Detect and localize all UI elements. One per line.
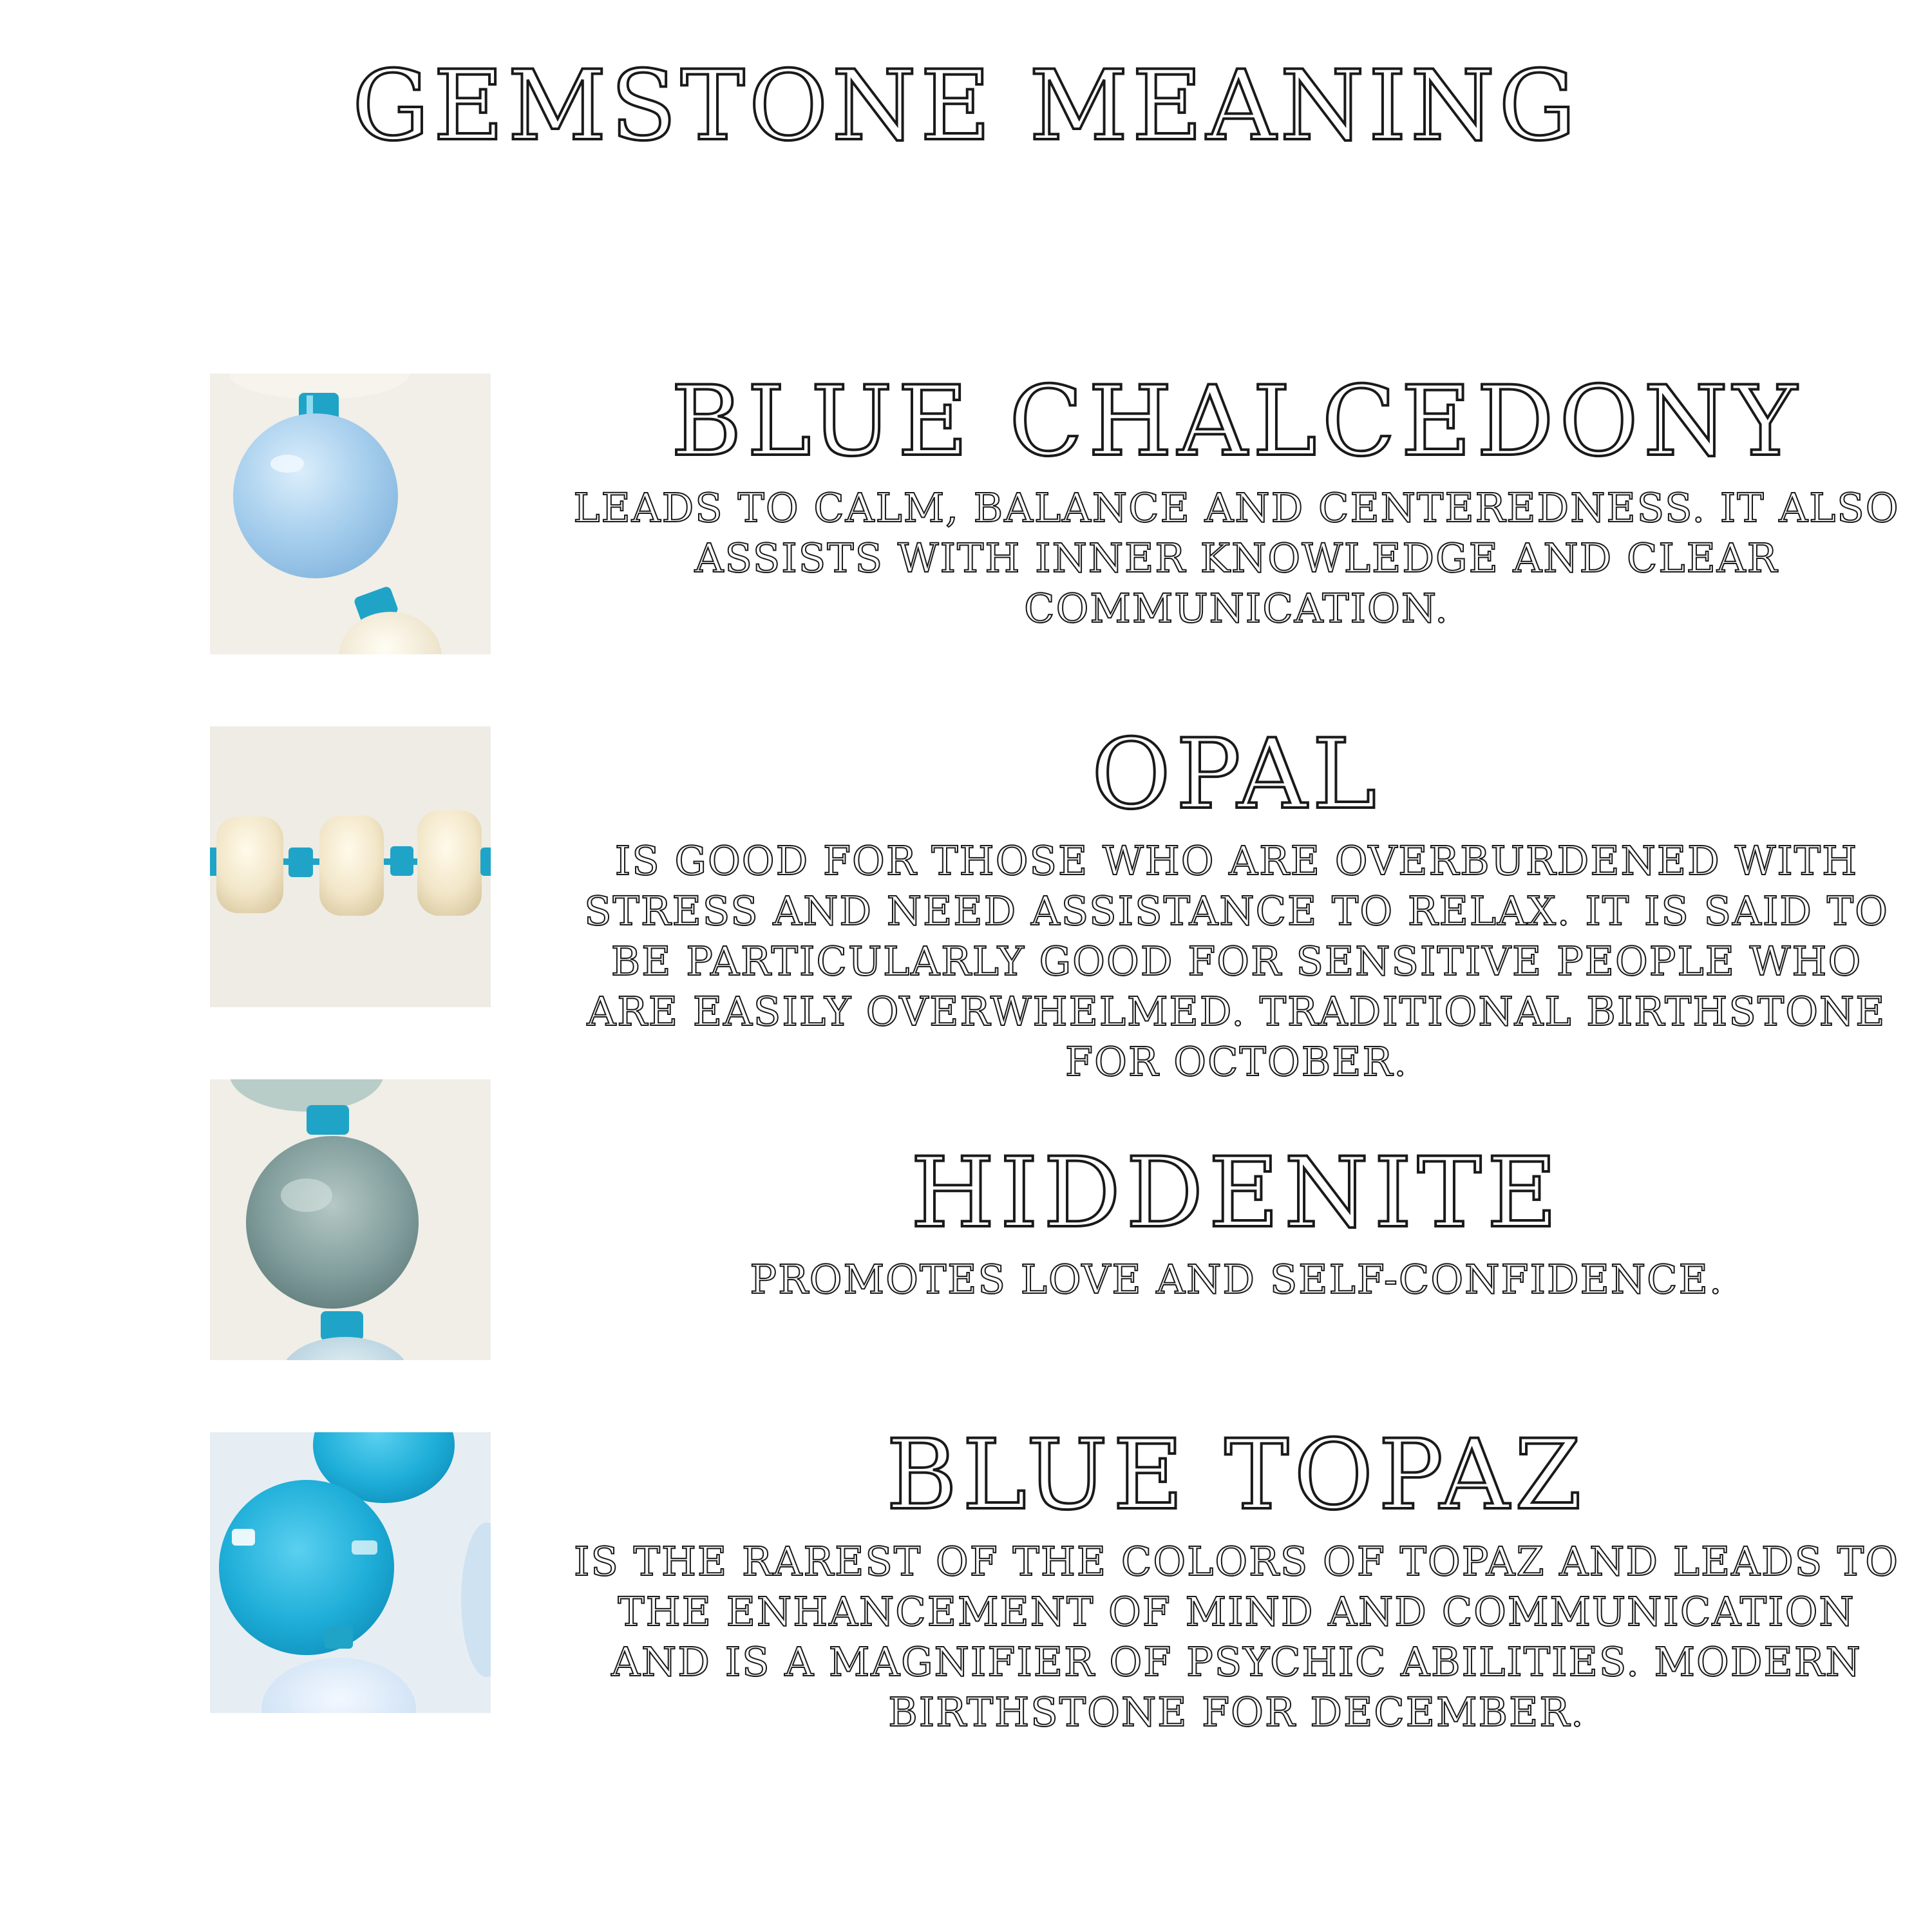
gem-description: IS THE RAREST OF THE COLORS OF TOPAZ AND LEADS TO THE ENHANCEMENT OF MIND AND COMMUNICATION AND IS A MAGNIFIER OF PSYCHIC ABILITIES. MODERN BIRTHSTONE FOR DECEMBER. <box>573 1538 1900 1736</box>
gem-name: BLUE TOPAZ <box>886 1419 1587 1531</box>
gem-description: IS GOOD FOR THOSE WHO ARE OVERBURDENED WITH STRESS AND NEED ASSISTANCE TO RELAX. IT IS SAID TO BE PARTICULARLY GOOD FOR SENSITIVE PEOPLE WHO ARE EASILY OVERWHELMED. TRADITIONAL BIRTHSTONE FOR OCTOBER. <box>584 837 1889 1085</box>
gem-description: LEADS TO CALM, BALANCE AND CENTEREDNESS. IT ALSO ASSISTS WITH INNER KNOWLEDGE AND CLEAR COMMUNICATION. <box>573 484 1900 632</box>
blue-topaz-bead-image <box>210 1432 491 1713</box>
hiddenite-bead-image <box>210 1079 491 1360</box>
blue-chalcedony-bead-image <box>210 374 491 654</box>
opal-bead-image <box>210 726 491 1007</box>
gem-description: PROMOTES LOVE AND SELF-CONFIDENCE. <box>750 1256 1723 1303</box>
gem-name: BLUE CHALCEDONY <box>670 366 1803 478</box>
gem-name: OPAL <box>1091 719 1382 831</box>
page-title: GEMSTONE MEANING <box>352 50 1580 162</box>
gem-name: HIDDENITE <box>910 1137 1563 1249</box>
